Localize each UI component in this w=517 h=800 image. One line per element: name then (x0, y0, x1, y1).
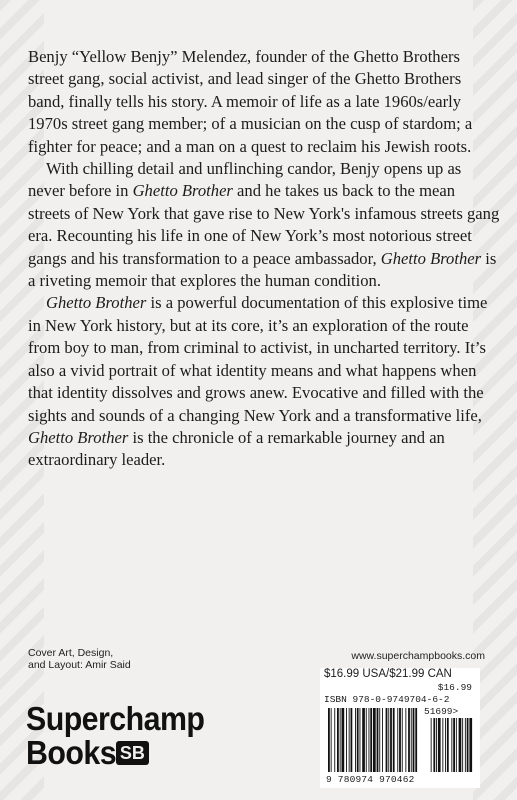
barcode-bar (411, 708, 412, 772)
addon-bar (453, 718, 455, 772)
barcode-bars (320, 668, 480, 788)
barcode-bar (405, 708, 406, 772)
book-title-italic: Ghetto Brother (132, 181, 233, 201)
addon-bar (459, 718, 462, 772)
back-cover-blurb (28, 46, 500, 472)
publisher-logo (26, 702, 220, 770)
blurb-p3-text-d: is the chronicle of a remarkable journey and an extraordinary leader. (28, 427, 445, 470)
addon-bar (447, 718, 449, 772)
publisher-website: www.superchampbooks.com (351, 650, 485, 662)
barcode-digits: 9 780974 970462 (326, 774, 415, 785)
barcode-box (320, 668, 480, 788)
blurb-p2-text-e: is a riveting memoir that explores the human condition. (28, 248, 497, 291)
barcode-bar (337, 708, 339, 772)
blurb-p2-text-a: With chilling detail and unflinching candor, Benjy opens up as never before in (28, 159, 462, 201)
barcode-bar (382, 708, 383, 772)
book-title-italic: Ghetto Brother (46, 293, 147, 313)
isbn-number: ISBN 978-0-9749704-6-2 (324, 694, 450, 705)
retail-price: $16.99 USA/$21.99 CAN (324, 668, 452, 680)
barcode-bar (346, 708, 347, 772)
addon-bar (467, 718, 469, 772)
barcode-bar (334, 708, 335, 772)
blurb-paragraph-3 (28, 292, 500, 471)
barcode-bar (360, 708, 361, 772)
credit-line-2: and Layout: Amir Said (28, 659, 131, 671)
barcode-bar (379, 708, 380, 772)
barcode-bar (386, 708, 388, 772)
barcode-bar (357, 708, 359, 772)
book-title-italic: Ghetto Brother (380, 248, 482, 268)
addon-bar (445, 718, 446, 772)
barcode-bar (373, 708, 376, 772)
barcode-bar (390, 708, 392, 772)
addon-bar (442, 718, 443, 772)
barcode-bar (369, 708, 370, 772)
barcode-bar (366, 708, 367, 772)
barcode-bar (393, 708, 395, 772)
barcode-bar (349, 708, 350, 772)
barcode-bar (340, 708, 341, 772)
logo-line-2: Books (26, 734, 117, 771)
barcode-bar (342, 708, 345, 772)
addon-bar (451, 718, 452, 772)
addon-bar (431, 718, 432, 772)
barcode-bar (377, 708, 379, 772)
barcode-bar (402, 708, 403, 772)
barcode-bar (399, 708, 401, 772)
logo-badge: SB (116, 741, 149, 765)
barcode-bar (388, 708, 389, 772)
barcode-bar (415, 708, 417, 772)
barcode-bar (397, 708, 398, 772)
blurb-paragraph-1 (28, 46, 500, 158)
barcode-bar (355, 708, 356, 772)
addon-bar (456, 718, 457, 772)
isbn-price-small: $16.99 (437, 682, 472, 693)
addon-bar (462, 718, 463, 772)
blurb-p1-text: Benjy “Yellow Benjy” Melendez, founder of the Ghetto Brothers street gang, social activist, and lead singer of the Ghetto Brothers band, finally tells his story. A memoir of life as a late 1960s/early 1970s street gang member; of a musician on the cusp of stardom; a fighter for peace; and a man on a quest to reclaim his Jewish roots. (28, 47, 473, 156)
blurb-p2-text-c: and he takes us back to the mean streets of New York that gave rise to New York's infamous streets gang era. Recounting his life in one of New York’s most notorious street gangs and his transformation to a peace ambassador, (28, 181, 500, 268)
barcode-bar (413, 708, 415, 772)
book-title-italic: Ghetto Brother (28, 427, 129, 447)
price-addon-code: 51699> (424, 706, 459, 717)
barcode-bar (408, 708, 410, 772)
barcode-bar (328, 708, 330, 772)
barcode-bar (362, 708, 365, 772)
blurb-p3-text-b: is a powerful documentation of this explosive time in New York history, but at its core, it’s an exploration of the route from boy to man, from criminal to activist, in uncharted territory. It’s also a vivid portrait of what identity means and what happens when that identity dissolves and grows anew. Evocative and filled with the sights and sounds of a changing New York and a transformative life, (28, 293, 488, 425)
addon-bar (469, 718, 472, 772)
logo-line-1: Superchamp (26, 700, 205, 737)
addon-bar (436, 718, 437, 772)
barcode-bar (351, 708, 353, 772)
barcode-bar (331, 708, 332, 772)
addon-bar (438, 718, 441, 772)
blurb-paragraph-2 (28, 158, 500, 292)
cover-credit (28, 647, 131, 671)
logo-row-2 (26, 736, 220, 770)
credit-line-1: Cover Art, Design, (28, 647, 114, 659)
addon-bar (433, 718, 435, 772)
addon-bar (465, 718, 466, 772)
barcode-bar (370, 708, 372, 772)
